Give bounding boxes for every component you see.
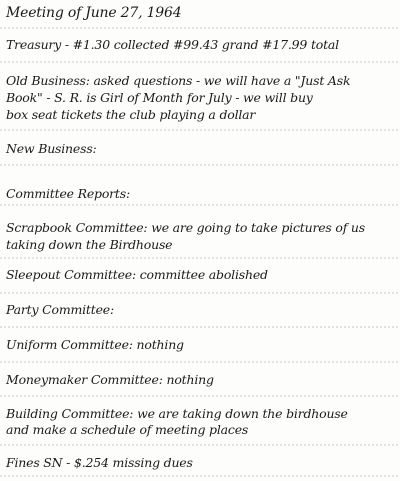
committee-reports-heading: Committee Reports: [6, 186, 130, 201]
old-business-line-3: box seat tickets the club playing a dollar [6, 107, 256, 122]
building-committee-line-2: and make a schedule of meeting places [6, 422, 249, 437]
fines-line: Fines SN - $.254 missing dues [6, 455, 193, 470]
meeting-title: Meeting of June 27, 1964 [6, 5, 182, 21]
building-committee-line-1: Building Committee: we are taking down the birdhouse [6, 406, 348, 421]
treasury-line: Treasury - #1.30 collected #99.43 grand #17.99 total [6, 37, 339, 52]
old-business-line-1: Old Business: asked questions - we will have a "Just Ask [6, 73, 351, 88]
uniform-committee-line: Uniform Committee: nothing [6, 337, 184, 352]
old-business-line-2: Book" - S. R. is Girl of Month for July - we will buy [6, 90, 313, 105]
party-committee-line: Party Committee: [6, 302, 114, 317]
sleepout-committee-line: Sleepout Committee: committee abolished [6, 267, 268, 282]
scrapbook-committee-line-2: taking down the Birdhouse [6, 237, 173, 252]
new-business-heading: New Business: [6, 141, 97, 156]
scrapbook-committee-line-1: Scrapbook Committee: we are going to take pictures of us [6, 220, 366, 235]
moneymaker-committee-line: Moneymaker Committee: nothing [6, 372, 214, 387]
